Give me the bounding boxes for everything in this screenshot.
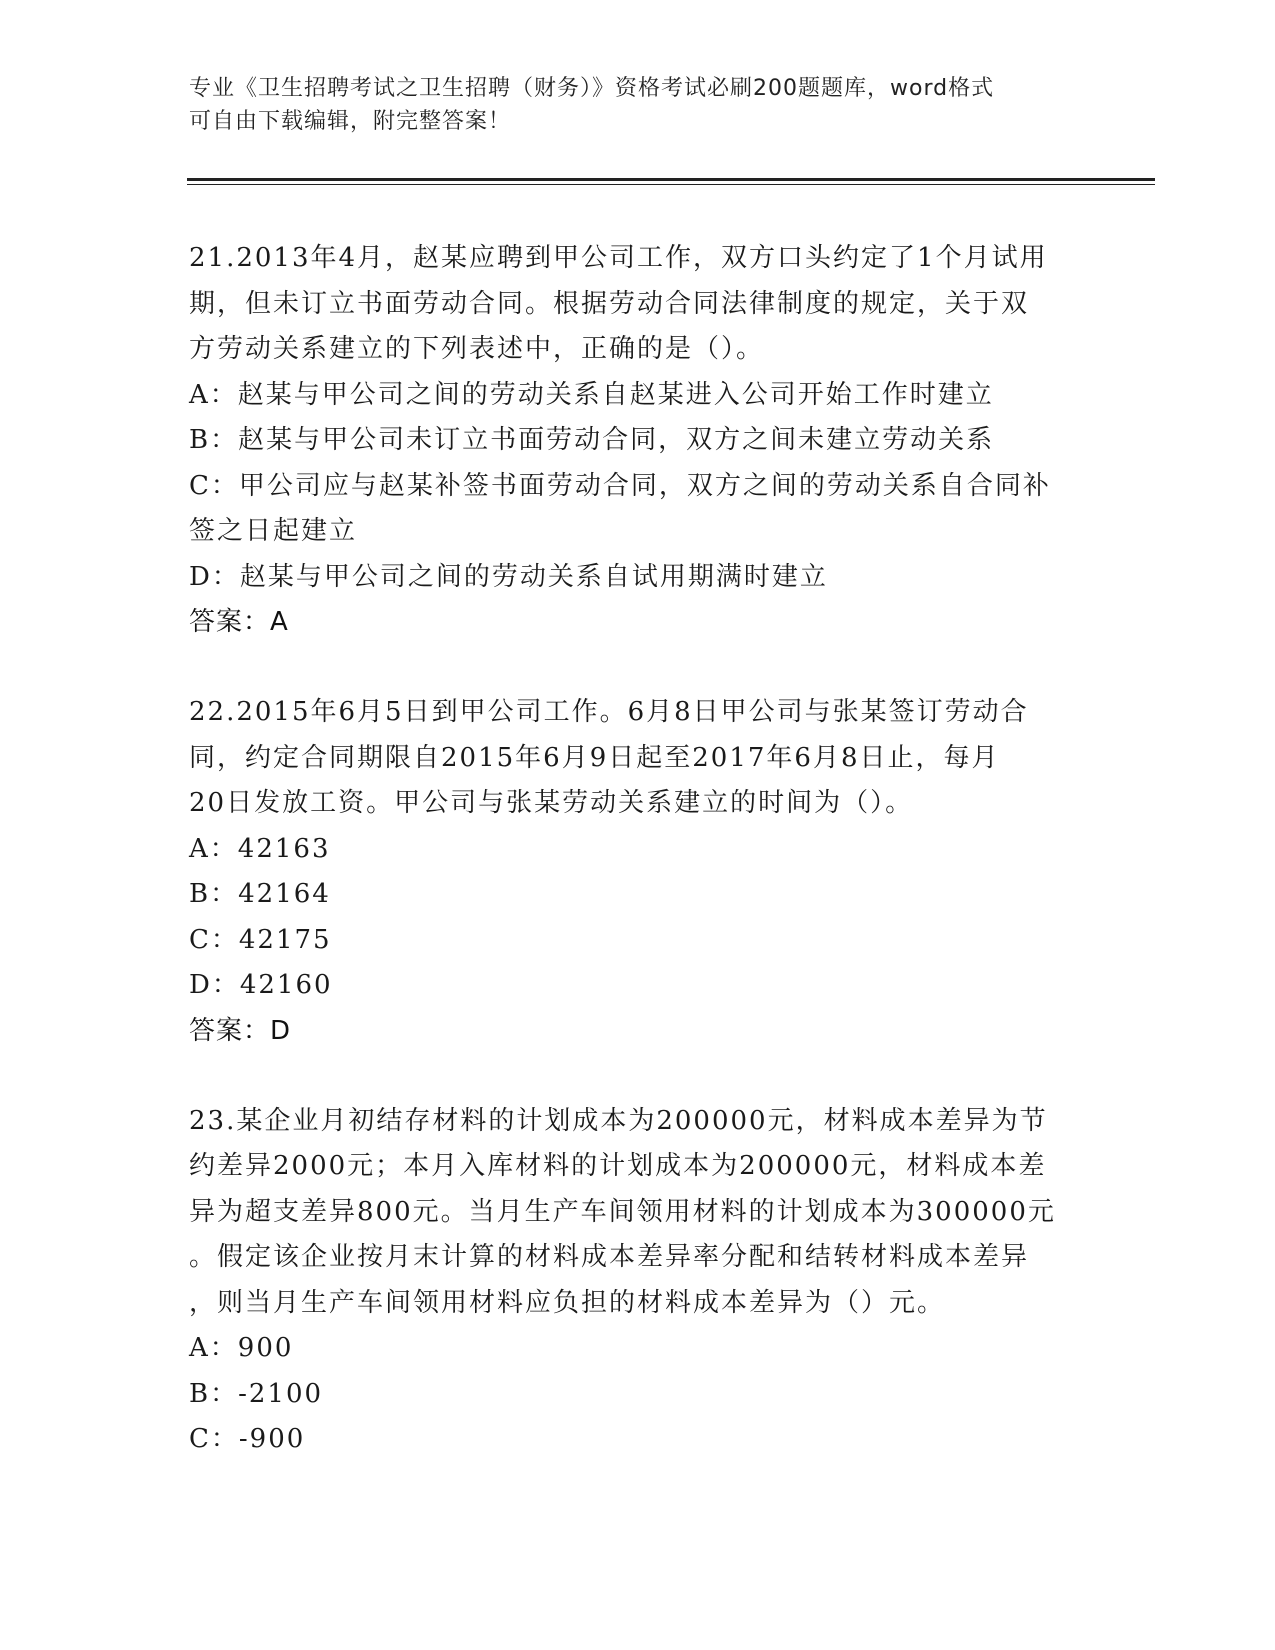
question-stem-line: 约差异2000元；本月入库材料的计划成本为200000元，材料成本差 — [189, 1151, 1047, 1181]
document-header — [189, 72, 1089, 138]
answer-option-line: A：赵某与甲公司之间的劳动关系自赵某进入公司开始工作时建立 — [189, 379, 994, 410]
question-stem-line: 23.某企业月初结存材料的计划成本为200000元，材料成本差异为节 — [189, 1105, 1048, 1136]
header-line-2: 可自由下载编辑，附完整答案！ — [189, 109, 512, 134]
answer-option-line: C：42175 — [189, 924, 332, 955]
question-stem-line: ，则当月生产车间领用材料应负担的材料成本差异为（）元。 — [189, 1287, 946, 1318]
question-block — [189, 236, 1089, 690]
answer-option-line: C：-900 — [189, 1424, 306, 1454]
answer-option-line: A：42163 — [189, 833, 331, 864]
answer-option-line: B：42164 — [189, 879, 331, 909]
answer-option-line: D：赵某与甲公司之间的劳动关系自试用期满时建立 — [189, 561, 828, 592]
answer-option-line: B：赵某与甲公司未订立书面劳动合同，双方之间未建立劳动关系 — [189, 425, 995, 455]
question-list — [189, 236, 1089, 1463]
answer-option-line: B：-2100 — [189, 1378, 324, 1409]
header-line-1: 专业《卫生招聘考试之卫生招聘（财务）》资格考试必刷200题题库，word格式 — [189, 76, 995, 101]
question-spacer — [189, 645, 1089, 690]
answer-option-line: D：42160 — [189, 970, 333, 1000]
question-stem-line: 。假定该企业按月末计算的材料成本差异率分配和结转材料成本差异 — [189, 1242, 1030, 1272]
answer-option-line: A：900 — [189, 1333, 294, 1363]
question-block — [189, 1099, 1089, 1463]
question-stem-line: 21.2013年4月，赵某应聘到甲公司工作，双方口头约定了1个月试用 — [189, 243, 1048, 273]
question-stem-line: 方劳动关系建立的下列表述中，正确的是（）。 — [189, 334, 765, 364]
answer-key: 答案：A — [189, 607, 289, 637]
answer-option-line: 签之日起建立 — [189, 516, 358, 546]
header-divider-thick — [187, 178, 1155, 181]
question-block — [189, 690, 1089, 1099]
question-stem-line: 22.2015年6月5日到甲公司工作。6月8日甲公司与张某签订劳动合 — [189, 697, 1029, 727]
question-stem-line: 异为超支差异800元。当月生产车间领用材料的计划成本为300000元 — [189, 1196, 1056, 1227]
question-stem-line: 期，但未订立书面劳动合同。根据劳动合同法律制度的规定，关于双 — [189, 288, 1030, 319]
question-stem-line: 20日发放工资。甲公司与张某劳动关系建立的时间为（）。 — [189, 788, 914, 818]
question-spacer — [189, 1054, 1089, 1099]
question-stem-line: 同，约定合同期限自2015年6月9日起至2017年6月8日止，每月 — [189, 742, 1000, 773]
header-divider-thin — [187, 184, 1155, 185]
answer-option-line: C：甲公司应与赵某补签书面劳动合同，双方之间的劳动关系自合同补 — [189, 470, 1051, 501]
answer-key: 答案：D — [189, 1015, 292, 1046]
